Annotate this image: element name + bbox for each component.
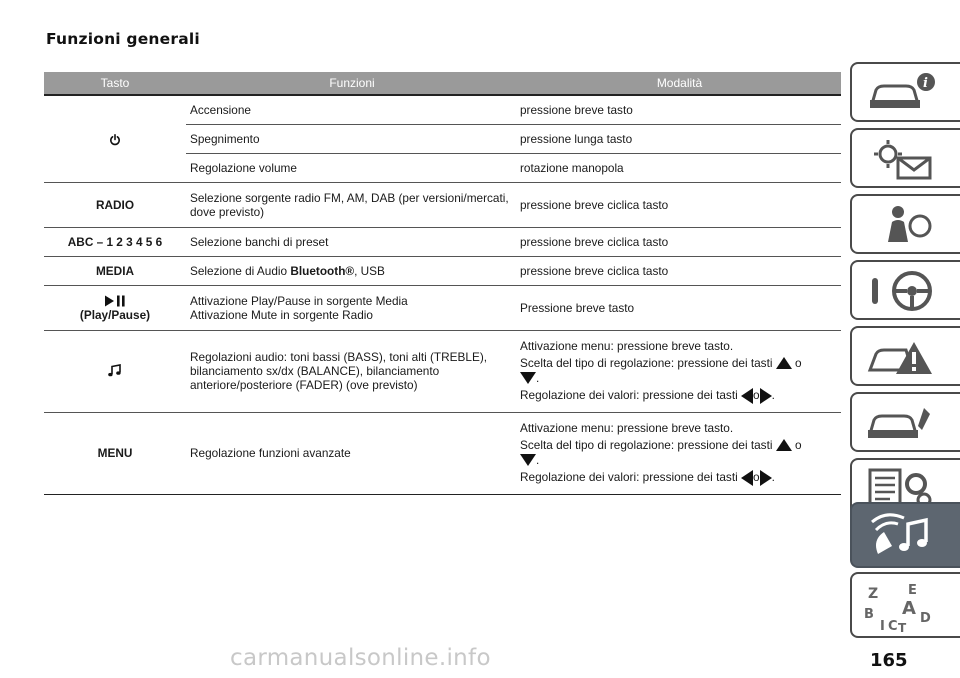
mode-cell: pressione breve ciclica tasto [518, 227, 841, 256]
playpause-function-2: Attivazione Mute in sorgente Radio [190, 307, 373, 322]
svg-text:T: T [898, 621, 907, 632]
svg-text:I: I [880, 619, 885, 632]
table-row [44, 95, 841, 124]
function-cell: Selezione banchi di preset [186, 227, 518, 256]
svg-text:A: A [902, 598, 916, 619]
playpause-key-cell [44, 285, 186, 330]
media-key-cell: MEDIA [44, 256, 186, 285]
mode-cell: pressione breve ciclica tasto [518, 182, 841, 227]
tab-warning-lights[interactable] [850, 128, 960, 188]
menu-key-cell: MENU [44, 412, 186, 494]
header-funzioni: Funzioni [186, 72, 518, 95]
svg-text:Z: Z [868, 586, 879, 602]
playpause-function-1: Attivazione Play/Pause in sorgente Media [190, 293, 408, 308]
mode-cell: Pressione breve tasto [518, 285, 841, 330]
svg-text:B: B [864, 607, 874, 622]
table-row [44, 285, 841, 330]
arrow-up-icon [776, 357, 792, 369]
mode-line [520, 388, 841, 404]
mode-text: o [753, 469, 760, 484]
safety-airbag-icon [862, 202, 942, 248]
warning-lights-icon [862, 136, 942, 182]
mode-text: . [771, 469, 775, 484]
music-note-icon [107, 364, 123, 378]
tab-index[interactable] [850, 572, 960, 638]
mode-line [520, 438, 841, 468]
mode-line [520, 356, 841, 386]
mode-text: Regolazione dei valori: pressione dei tasti [520, 469, 738, 484]
mode-line: Attivazione menu: pressione breve tasto. [520, 420, 734, 435]
tab-maintenance[interactable] [850, 392, 960, 452]
arrow-left-icon [741, 470, 753, 486]
emergency-icon [862, 334, 942, 380]
mode-cell [518, 412, 841, 494]
mode-text: o [795, 437, 802, 452]
tab-car-info[interactable] [850, 62, 960, 122]
arrow-left-icon [741, 388, 753, 404]
mode-text: . [536, 452, 540, 467]
mode-text: Regolazione dei valori: pressione dei tasti [520, 387, 738, 402]
tab-driving[interactable] [850, 260, 960, 320]
bluetooth-text: Bluetooth® [290, 263, 355, 278]
mode-cell: pressione breve tasto [518, 95, 841, 124]
table-row [44, 227, 841, 256]
page-number: 165 [870, 650, 908, 671]
mode-text: . [771, 387, 775, 402]
mode-cell [518, 330, 841, 412]
function-cell [186, 285, 518, 330]
arrow-down-icon [520, 454, 536, 466]
tab-multimedia[interactable] [850, 502, 960, 568]
function-cell [186, 256, 518, 285]
svg-text:E: E [908, 583, 917, 598]
media-function-text: Selezione di Audio [190, 263, 291, 278]
table-row [44, 412, 841, 494]
power-key-cell [44, 95, 186, 182]
playpause-label: (Play/Pause) [79, 307, 151, 322]
radio-key-cell: RADIO [44, 182, 186, 227]
function-cell: Regolazioni audio: toni bassi (BASS), toni alti (TREBLE), bilanciamento sx/dx (BALANCE), bilanciamento anteriore/posteriore (FADER) (ove previsto) [186, 330, 518, 412]
mode-cell: pressione breve ciclica tasto [518, 256, 841, 285]
header-modalita: Modalità [518, 72, 841, 95]
table-row [44, 256, 841, 285]
mode-line: Attivazione menu: pressione breve tasto. [520, 338, 734, 353]
power-icon [109, 134, 121, 146]
tab-emergency[interactable] [850, 326, 960, 386]
mode-text: o [753, 387, 760, 402]
header-tasto: Tasto [44, 72, 186, 95]
arrow-right-icon [760, 388, 772, 404]
arrow-down-icon [520, 372, 536, 384]
preset-key-cell: ABC – 1 2 3 4 5 6 [44, 227, 186, 256]
functions-table [44, 72, 841, 495]
media-function-suffix: , USB [354, 263, 385, 278]
multimedia-icon [862, 510, 942, 562]
arrow-up-icon [776, 439, 792, 451]
svg-text:i: i [923, 76, 928, 91]
page-title: Funzioni generali [46, 30, 200, 48]
mode-cell: rotazione manopola [518, 153, 841, 182]
svg-text:D: D [920, 611, 931, 626]
maintenance-icon [862, 400, 942, 446]
index-icon [862, 580, 942, 632]
table-row [44, 330, 841, 412]
function-cell: Regolazione funzioni avanzate [186, 412, 518, 494]
function-cell: Spegnimento [186, 124, 518, 153]
mode-line [520, 470, 841, 486]
function-cell: Selezione sorgente radio FM, AM, DAB (per versioni/mercati, dove previsto) [186, 182, 518, 227]
watermark: carmanualsonline.info [230, 645, 491, 671]
svg-text:C: C [888, 619, 898, 632]
car-info-icon [862, 70, 942, 116]
mode-text: Scelta del tipo di regolazione: pressione dei tasti [520, 355, 773, 370]
function-cell: Accensione [186, 95, 518, 124]
table-header-row [44, 72, 841, 95]
function-cell: Regolazione volume [186, 153, 518, 182]
steering-wheel-icon [862, 268, 942, 314]
mode-text: Scelta del tipo di regolazione: pressione dei tasti [520, 437, 773, 452]
arrow-right-icon [760, 470, 772, 486]
mode-cell: pressione lunga tasto [518, 124, 841, 153]
table-row [44, 182, 841, 227]
audio-key-cell [44, 330, 186, 412]
tab-safety[interactable] [850, 194, 960, 254]
play-pause-icon [103, 295, 127, 307]
mode-text: o [795, 355, 802, 370]
mode-text: . [536, 370, 540, 385]
